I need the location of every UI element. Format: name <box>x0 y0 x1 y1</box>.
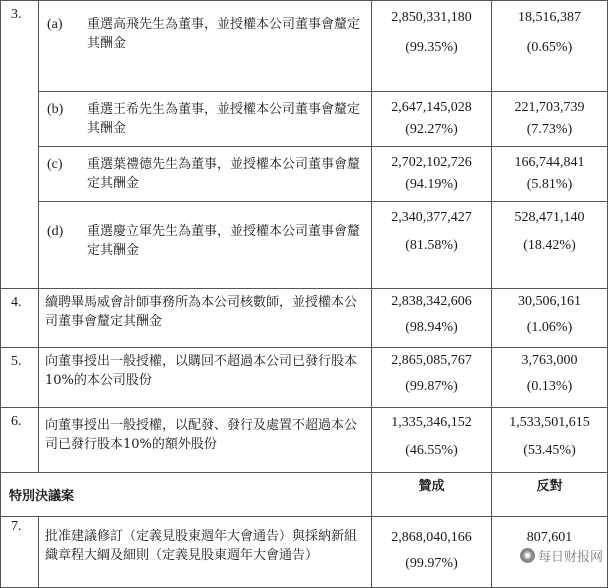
resolution-text: 續聘畢馬威會計師事務所為本公司核數師，並授權本公司董事會釐定其酬金 <box>39 288 372 347</box>
against-percent: (7.73%) <box>526 122 573 137</box>
resolution-text: 重選高飛先生為董事，並授權本公司董事會釐定其酬金 <box>87 17 361 51</box>
resolution-text: 重選王希先生為董事，並授權本公司董事會釐定其酬金 <box>87 102 361 136</box>
against-votes-cell <box>492 407 608 472</box>
for-votes: 2,647,145,028 <box>391 100 472 115</box>
table-row <box>1 147 608 202</box>
against-percent: (1.06%) <box>526 319 573 335</box>
against-votes: 30,506,161 <box>518 293 581 309</box>
against-votes: 18,516,387 <box>518 10 581 25</box>
against-percent: (0.65%) <box>526 40 573 55</box>
for-percent: (94.19%) <box>405 177 458 192</box>
for-votes-cell <box>372 202 492 289</box>
resolution-number: 7. <box>1 516 39 587</box>
resolution-number: 3. <box>1 1 39 92</box>
table-row <box>1 288 608 347</box>
resolution-cell <box>39 92 372 147</box>
against-votes: 166,744,841 <box>514 155 585 170</box>
for-percent: (92.27%) <box>405 122 458 137</box>
for-votes-cell <box>372 347 492 407</box>
against-votes-cell <box>492 92 608 147</box>
for-votes-cell <box>372 407 492 472</box>
resolution-text: 向董事授出一般授權，以配發、發行及處置不超過本公司已發行股本10%的額外股份 <box>39 407 372 472</box>
resolution-text: 批准建議修訂（定義見股東週年大會通告）與採納新組織章程大綱及細則（定義見股東週年大會通告） <box>39 516 372 587</box>
sub-item-letter: (d) <box>47 224 64 239</box>
for-percent: (98.94%) <box>405 319 458 335</box>
for-percent: (99.87%) <box>405 378 458 394</box>
against-votes-cell <box>492 1 608 92</box>
against-percent: (5.81%) <box>526 177 573 192</box>
for-column-header: 贊成 <box>372 472 492 516</box>
blank-cell <box>1 202 39 289</box>
for-votes: 1,335,346,152 <box>391 414 472 430</box>
watermark <box>520 546 603 565</box>
for-votes: 2,838,342,606 <box>391 293 472 309</box>
resolution-number: 6. <box>1 407 39 472</box>
for-percent: (46.55%) <box>405 442 458 458</box>
for-percent: (99.97%) <box>405 555 458 571</box>
against-votes-cell <box>492 288 608 347</box>
for-percent: (99.35%) <box>405 40 458 55</box>
against-votes-cell <box>492 347 608 407</box>
section-header-row <box>1 472 608 516</box>
sub-item-letter: (c) <box>47 157 63 172</box>
for-votes-cell <box>372 147 492 202</box>
resolution-cell <box>39 202 372 289</box>
for-votes: 2,850,331,180 <box>391 10 472 25</box>
table-row <box>1 347 608 407</box>
for-votes: 2,868,040,166 <box>391 529 472 545</box>
against-votes: 3,763,000 <box>521 352 578 368</box>
table-row <box>1 202 608 289</box>
table-row <box>1 1 608 92</box>
table-row <box>1 407 608 472</box>
resolution-text: 重選葉禮德先生為董事，並授權本公司董事會釐定其酬金 <box>87 157 361 191</box>
for-votes-cell <box>372 288 492 347</box>
against-votes-cell <box>492 202 608 289</box>
resolution-text: 向董事授出一般授權，以購回不超過本公司已發行股本10%的本公司股份 <box>39 347 372 407</box>
for-percent: (81.58%) <box>405 238 458 253</box>
against-votes: 807,601 <box>526 529 573 545</box>
for-votes-cell <box>372 92 492 147</box>
sub-item-letter: (b) <box>47 102 64 117</box>
blank-cell <box>1 92 39 147</box>
resolution-number: 5. <box>1 347 39 407</box>
resolution-number: 4. <box>1 288 39 347</box>
for-votes-cell <box>372 516 492 587</box>
against-votes: 1,533,501,615 <box>509 414 590 430</box>
for-votes: 2,865,085,767 <box>391 352 472 368</box>
watermark-text: 每日财报网 <box>537 550 603 565</box>
against-column-header: 反對 <box>492 472 608 516</box>
against-votes-cell <box>492 147 608 202</box>
sub-item-letter: (a) <box>47 17 63 32</box>
against-votes: 528,471,140 <box>514 210 585 225</box>
table-row <box>1 92 608 147</box>
against-votes: 221,703,739 <box>514 100 585 115</box>
resolution-cell <box>39 147 372 202</box>
circle-logo-icon: ◉ <box>520 548 535 563</box>
against-percent: (18.42%) <box>523 238 576 253</box>
resolution-cell <box>39 1 372 92</box>
against-percent: (0.13%) <box>526 378 573 394</box>
special-resolution-heading: 特別決議案 <box>1 472 372 516</box>
for-votes-cell <box>372 1 492 92</box>
against-percent: (53.45%) <box>523 442 576 458</box>
blank-cell <box>1 147 39 202</box>
resolution-text: 重選慶立軍先生為董事，並授權本公司董事會釐定其酬金 <box>87 224 361 258</box>
for-votes: 2,340,377,427 <box>391 210 472 225</box>
for-votes: 2,702,102,726 <box>391 155 472 170</box>
table-row <box>1 516 608 587</box>
